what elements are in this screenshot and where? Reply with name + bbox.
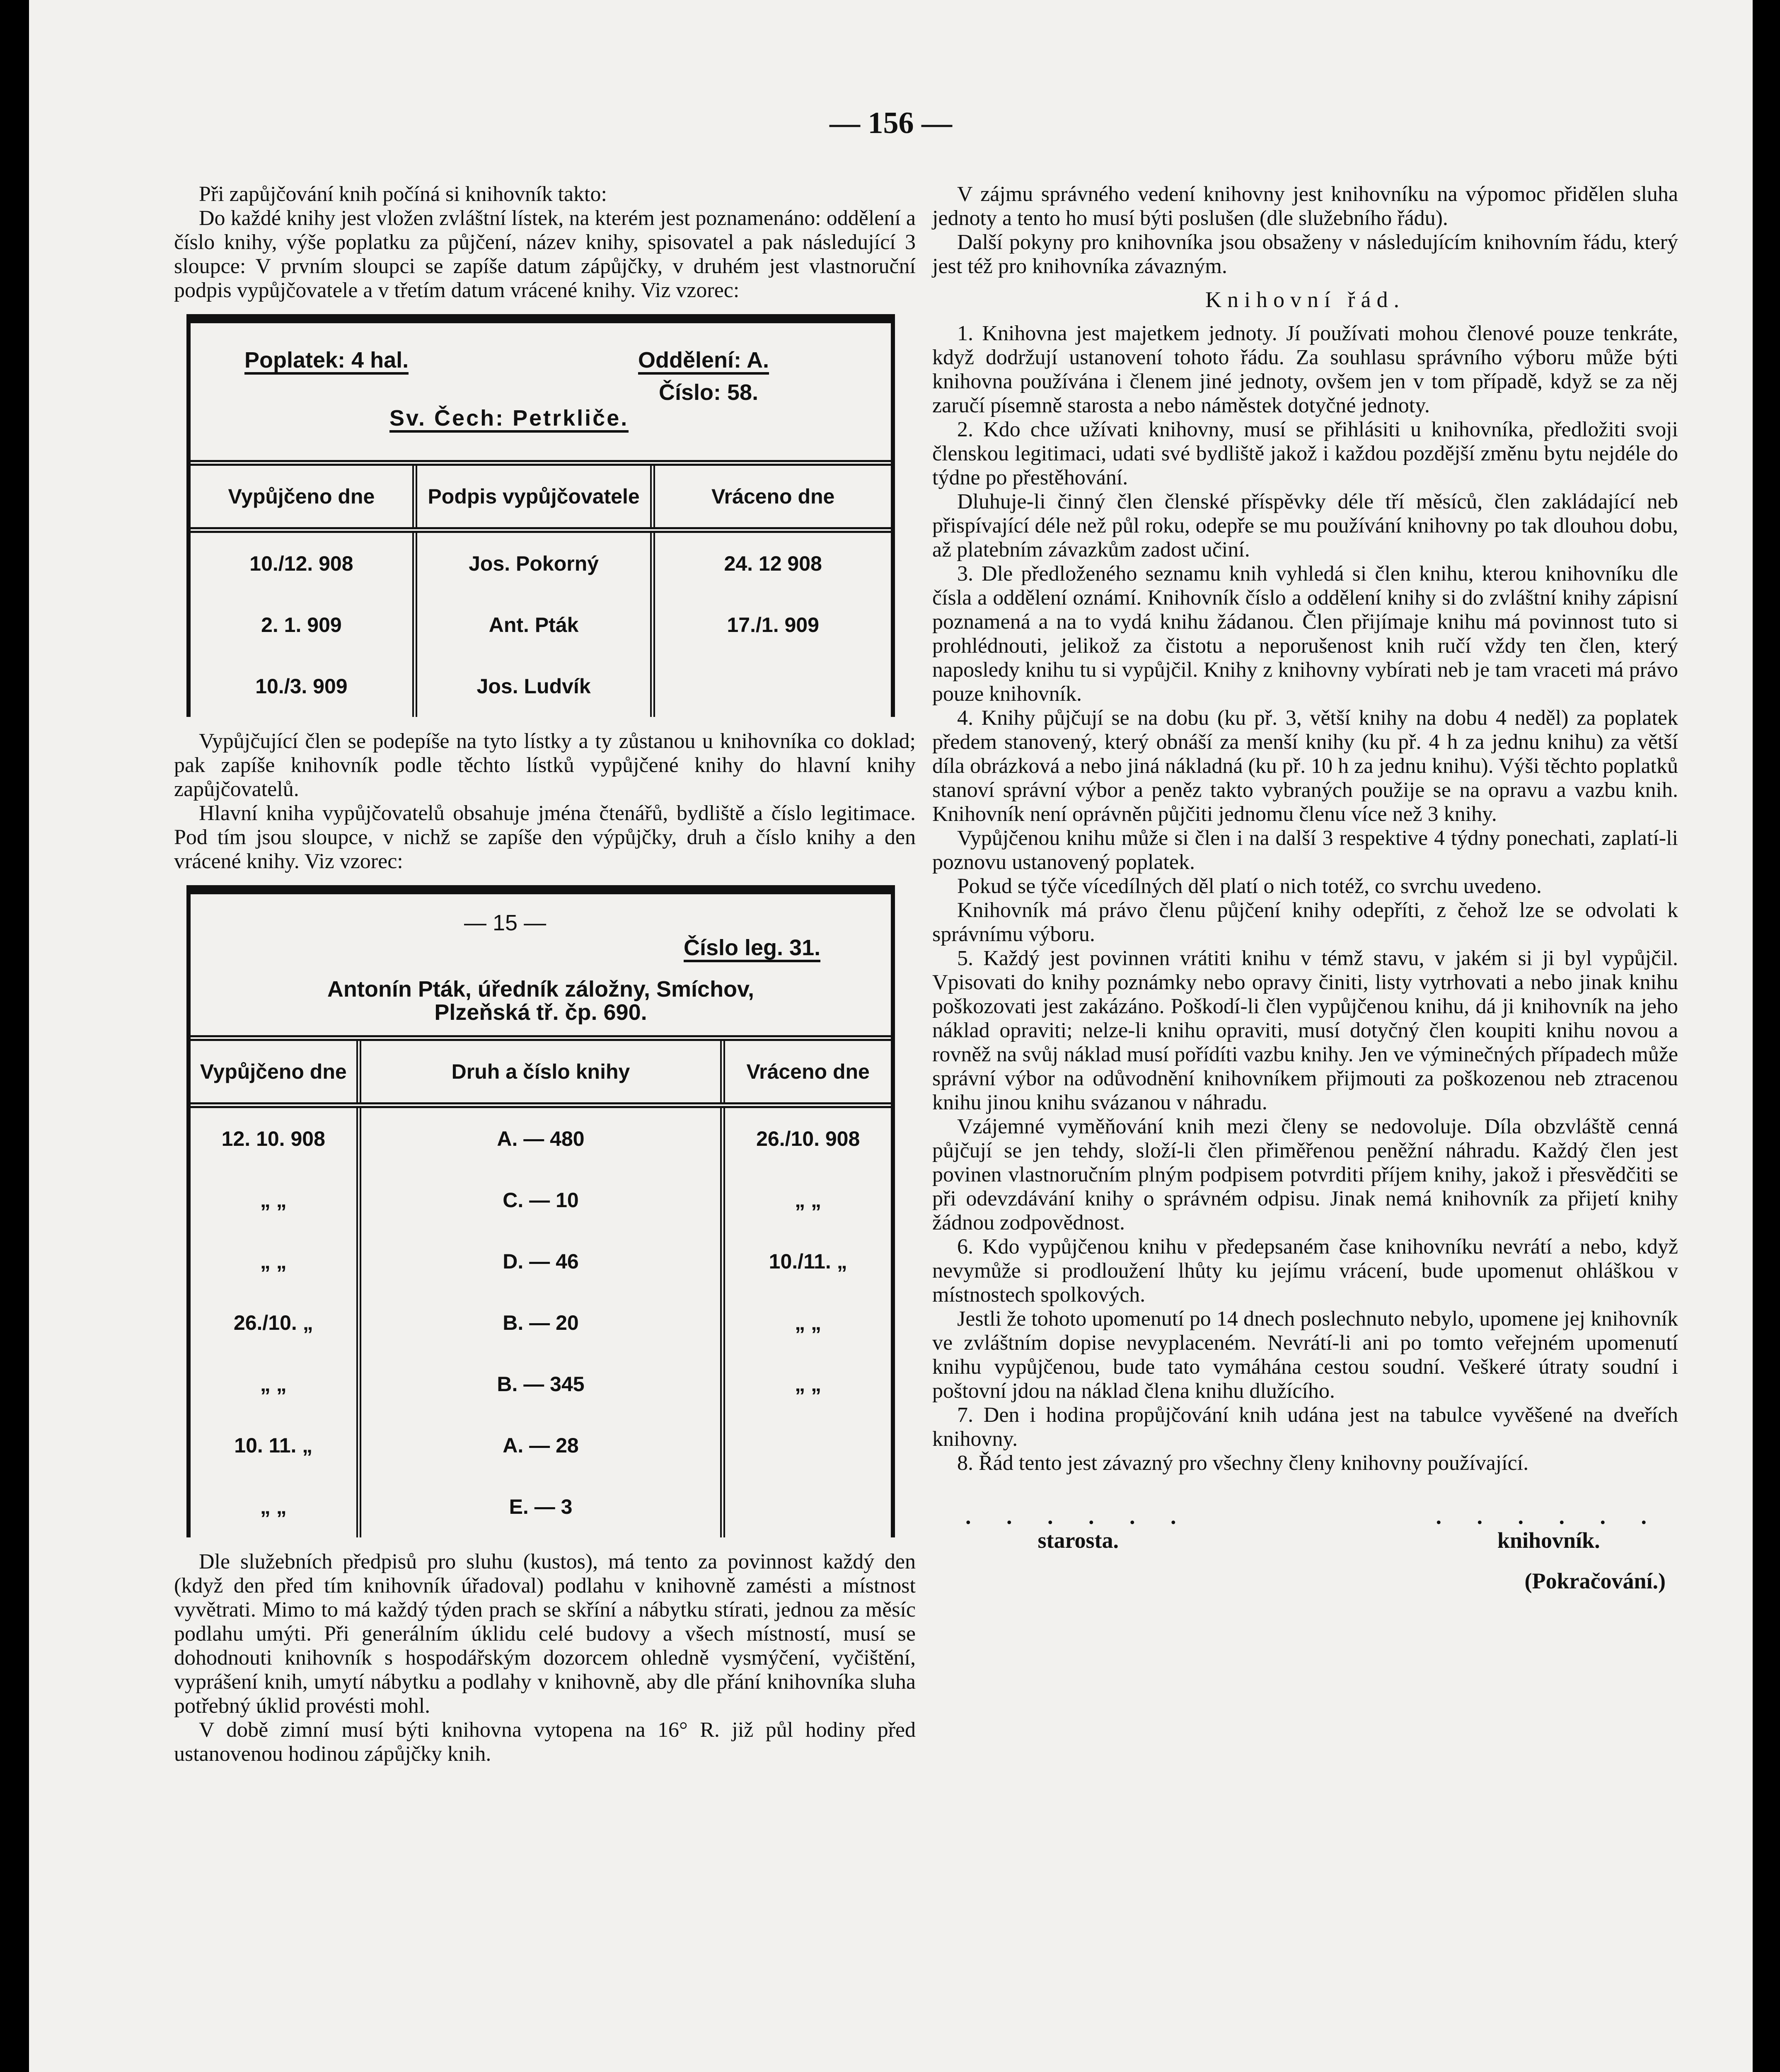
rule-1: 1. Knihovna jest majetkem jednoty. Jí používati mohou členové pouze tenkráte, když dodržují ustanovení tohoto řádu. Za souhlasu správního výboru může býti knihovna používána i členem jiné jednoty, ovšem jen v tom případě, když se za něj zaručí písemně starosta a nebo náměstek dotyčné jednoty.	[932, 322, 1678, 417]
table-row	[191, 1353, 891, 1415]
ledger-cell: „ „	[260, 1495, 287, 1518]
ledger-cell: „ „	[260, 1250, 287, 1273]
ledger-cell: B. — 20	[359, 1292, 723, 1353]
left-intro: Při zapůjčování knih počíná si knihovník takto:	[199, 182, 607, 206]
document-page	[29, 0, 1753, 2072]
ledger-header-returned: Vráceno dne	[723, 1038, 891, 1105]
left-paragraph-5: V době zimní musí býti knihovna vytopena na 16° R. již půl hodiny před ustanovenou hodinou zápůjčky knih.	[174, 1718, 916, 1766]
table-row	[191, 1169, 891, 1231]
rule-3: 3. Dle předloženého seznamu knih vyhledá si člen knihu, kterou knihovníku dle čísla a oddělení oznámí. Knihovník číslo a oddělení knihy si do zvláštní knihy zápisní poznamená a na to vydá knihu žádanou. Člen přijímaje knihu má povinnost tuto si prohlédnouti, jelikož za čistotu a neporušenost knih ručí vždy ten člen, který naposledy knihu tu si vypůjčil. Knihy z knihovny vybírati neb je tam vraceti má právo pouze knihovník.	[932, 562, 1678, 706]
loan-slip-sample	[186, 314, 895, 717]
right-paragraph-1: V zájmu správného vedení knihovny jest knihovníku na výpomoc přidělen sluha jednoty a tento ho musí býti poslušen (dle služebního řádu).	[932, 182, 1678, 230]
table-row	[191, 1231, 891, 1292]
ledger-cell: D. — 46	[359, 1231, 723, 1292]
rule-4b: Vypůjčenou knihu může si člen i na další 3 respektive 4 týdny ponechati, zaplatí-li poznovu ustanovený poplatek.	[932, 826, 1678, 874]
continuation-note: (Pokračování.)	[1524, 1569, 1666, 1593]
ledger-cell: C. — 10	[359, 1169, 723, 1231]
ledger-cell	[723, 1415, 891, 1476]
ledger-cell: „ „	[260, 1372, 287, 1396]
left-paragraph-1: Do každé knihy jest vložen zvláštní lístek, na kterém jest poznamenáno: oddělení a číslo knihy, výše poplatku za půjčení, název knihy, spisovatel a pak následující 3 sloupce: V prvním sloupci se zapíše datum zápůjčky, v druhém jest vlastnoruční podpis vypůjčovatele a v třetím datum vrácené knihy. Viz vzorec:	[174, 206, 916, 302]
rule-6: 6. Kdo vypůjčenou knihu v předepsaném čase knihovníku nevrátí a nebo, když nevymůže si prodloužení lhůty ku jejímu vrácení, bude upomenut ohláškou v místnostech spolkových.	[932, 1235, 1678, 1307]
table-row	[191, 656, 891, 717]
slip-book-title: Sv. Čech: Petrkliče.	[389, 406, 629, 433]
table-row	[191, 1476, 891, 1537]
signature-dots-right: . . . . . .	[1436, 1504, 1661, 1529]
slip-cell: Ant. Pták	[415, 594, 653, 656]
section-heading: Knihovní řád.	[1205, 287, 1405, 312]
page-number: — 156 —	[830, 106, 952, 140]
left-paragraph-2: Vypůjčující člen se podepíše na tyto lístky a ty zůstanou u knihovníka co doklad; pak zapíše knihovník podle těchto lístků vypůjčené knihy do hlavní knihy zapůjčovatelů.	[174, 729, 916, 801]
signature-librarian: knihovník.	[1497, 1528, 1600, 1553]
table-row	[191, 594, 891, 656]
ledger-page: — 15 —	[464, 910, 547, 935]
ledger-legitimation-number: Číslo leg. 31.	[684, 936, 820, 962]
slip-cell: Jos. Pokorný	[415, 530, 653, 594]
ledger-borrower-name: Antonín Pták, úředník záložny, Smíchov,	[327, 977, 755, 1002]
signature-dots-left: . . . . . .	[965, 1504, 1191, 1529]
rule-5b: Vzájemné vyměňování knih mezi členy se nedovoluje. Díla obzvláště cenná půjčují se jen tehdy, složí-li člen přiměřenou peněžní náhradu. Každý člen jest povinen vlastnoručním plným podpisem potvrditi příjem knihy, jakož i přesvědčiti se při odevzdávání knihy o správném odpisu. Jinak nemá knihovník za přijetí knihy žádnou zodpovědnost.	[932, 1115, 1678, 1234]
ledger-cell: B. — 345	[359, 1353, 723, 1415]
ledger-cell: 26./10. 908	[756, 1127, 860, 1150]
ledger-table	[191, 1035, 891, 1537]
slip-cell	[653, 656, 891, 717]
table-row	[191, 1105, 891, 1169]
slip-cell: 17./1. 909	[727, 613, 819, 637]
slip-fee: Poplatek: 4 hal.	[244, 348, 409, 375]
rule-4d: Knihovník má právo členu půjčení knihy odepříti, z čehož lze se odvolati k správnímu výboru.	[932, 898, 1678, 946]
rule-4: 4. Knihy půjčují se na dobu (ku př. 3, větší knihy na dobu 4 neděl) za poplatek předem stanovený, který obnáší za menší knihy (ku př. 4 h za jednu knihu) za větší díla obrázková a nebo jiná nákladná (ku př. 10 h za jednu knihu). Výši těchto poplatků stanoví správní výbor a peněz takto vybraných použije se na opravu a vazbu knih. Knihovník není oprávněn půjčiti jednomu členu více než 3 knihy.	[932, 706, 1678, 826]
slip-department: Oddělení: A.	[638, 348, 769, 375]
table-row	[191, 530, 891, 594]
ledger-header-borrowed: Vypůjčeno dne	[191, 1038, 359, 1105]
ledger-cell: „ „	[795, 1372, 822, 1396]
slip-header-borrowed: Vypůjčeno dne	[191, 463, 415, 530]
slip-cell: 24. 12 908	[724, 552, 822, 575]
ledger-cell	[723, 1476, 891, 1537]
slip-header-signature: Podpis vypůjčovatele	[415, 463, 653, 530]
ledger-header-book: Druh a číslo knihy	[359, 1038, 723, 1105]
main-ledger-sample	[186, 885, 895, 1537]
ornament-icon	[854, 2068, 1028, 2072]
signature-block	[932, 1504, 1678, 1552]
right-paragraph-2: Další pokyny pro knihovníka jsou obsaženy v následujícím knihovním řádu, který jest též pro knihovníka závazným.	[932, 230, 1678, 278]
ledger-cell: E. — 3	[359, 1476, 723, 1537]
ledger-cell: „ „	[260, 1188, 287, 1212]
slip-number: Číslo: 58.	[659, 380, 759, 405]
rule-4c: Pokud se týče vícedílných děl platí o nich totéž, co svrchu uvedeno.	[957, 874, 1542, 898]
signature-chairman: starosta.	[1038, 1528, 1119, 1553]
ledger-cell: „ „	[795, 1311, 822, 1334]
ledger-cell: 10. 11. „	[234, 1434, 313, 1457]
rule-5: 5. Každý jest povinnen vrátiti knihu v témž stavu, v jakém si ji byl vypůjčil. Vpisovati do knihy poznámky nebo opravy činiti, listy vytrhovati a nebo jinak knihu poškozovati jest zakázáno. Poškodí-li člen vypůjčenou knihu, dá ji knihovník na jeho náklad opraviti; nelze-li knihu opraviti, musí dotyčný člen koupiti knihu novou a rovněž na svůj náklad musí pořídíti vazbu knihy. Jen ve výminečných případech může správní výbor na odůvodnění knihovníkem přijmouti za poškozenou neb ztracenou knihu jinou knihu svázanou v náhradu.	[932, 946, 1678, 1114]
left-paragraph-4: Dle služebních předpisů pro sluhu (kustos), má tento za povinnost každý den (když den před tím knihovník úřadoval) podlahu v knihovně zamésti a místnost vyvětrati. Mimo to má každý týden prach se skříní a nábytku stírati, jednou za měsíc podlahu umýti. Při generálním úklidu celé budovy a všech místností, musí se dohodnouti knihovník s hospodářským dozorcem ohledně vysmýčení, vyčištění, vyprášení knih, umytí nábytku a podlahy v knihovně, aby dle přání knihovníka sluha potřebný úklid provésti mohl.	[174, 1550, 916, 1718]
rule-7: 7. Den i hodina propůjčování knih udána jest na tabulce vyvěšené na dveřích knihovny.	[932, 1403, 1678, 1451]
slip-cell: 10./12. 908	[249, 552, 353, 575]
slip-cell: 2. 1. 909	[261, 613, 342, 637]
ledger-cell: 12. 10. 908	[221, 1127, 325, 1150]
slip-cell: 10./3. 909	[255, 675, 348, 698]
table-row	[191, 1415, 891, 1476]
left-column	[174, 182, 916, 1766]
ledger-cell: 26./10. „	[233, 1311, 313, 1334]
ledger-cell: A. — 480	[359, 1105, 723, 1169]
left-paragraph-3: Hlavní kniha vypůjčovatelů obsahuje jména čtenářů, bydliště a číslo legitimace. Pod tím jsou sloupce, v nichž se zapíše den výpůjčky, druh a číslo knihy a den vrácené knihy. Viz vzorec:	[174, 801, 916, 873]
table-row	[191, 1292, 891, 1353]
slip-header-returned: Vráceno dne	[653, 463, 891, 530]
ledger-cell: „ „	[795, 1188, 822, 1212]
rule-8: 8. Řád tento jest závazný pro všechny členy knihovny používající.	[957, 1451, 1529, 1475]
ledger-cell: A. — 28	[359, 1415, 723, 1476]
right-column	[932, 182, 1678, 1593]
rule-2b: Dluhuje-li činný člen členské příspěvky déle tří měsíců, člen zakládající neb přispívající déle než půl roku, odepře se mu používání knihovny po tak dlouhou dobu, až platebním závazkům zadost učiní.	[932, 490, 1678, 562]
slip-cell: Jos. Ludvík	[415, 656, 653, 717]
ledger-cell: 10./11. „	[769, 1250, 847, 1273]
rule-6b: Jestli že tohoto upomenutí po 14 dnech poslechnuto nebylo, upomene jej knihovník ve zvláštním dopise nevyplaceném. Nevrátí-li ani po tomto veřejném upomenutí knihu vypůjčenou, bude tato vymáhána cestou soudní. Veškeré útraty soudní i poštovní jdou na náklad člena knihu dlužícího.	[932, 1307, 1678, 1403]
ledger-borrower-address: Plzeňská tř. čp. 690.	[434, 1000, 647, 1025]
rule-2: 2. Kdo chce užívati knihovny, musí se přihlásiti u knihovníka, předložiti svoji členskou legitimaci, udati své bydliště jakož i každou pozdější změnu bytu nejdéle do týdne po přestěhování.	[932, 418, 1678, 489]
slip-table	[191, 460, 891, 717]
